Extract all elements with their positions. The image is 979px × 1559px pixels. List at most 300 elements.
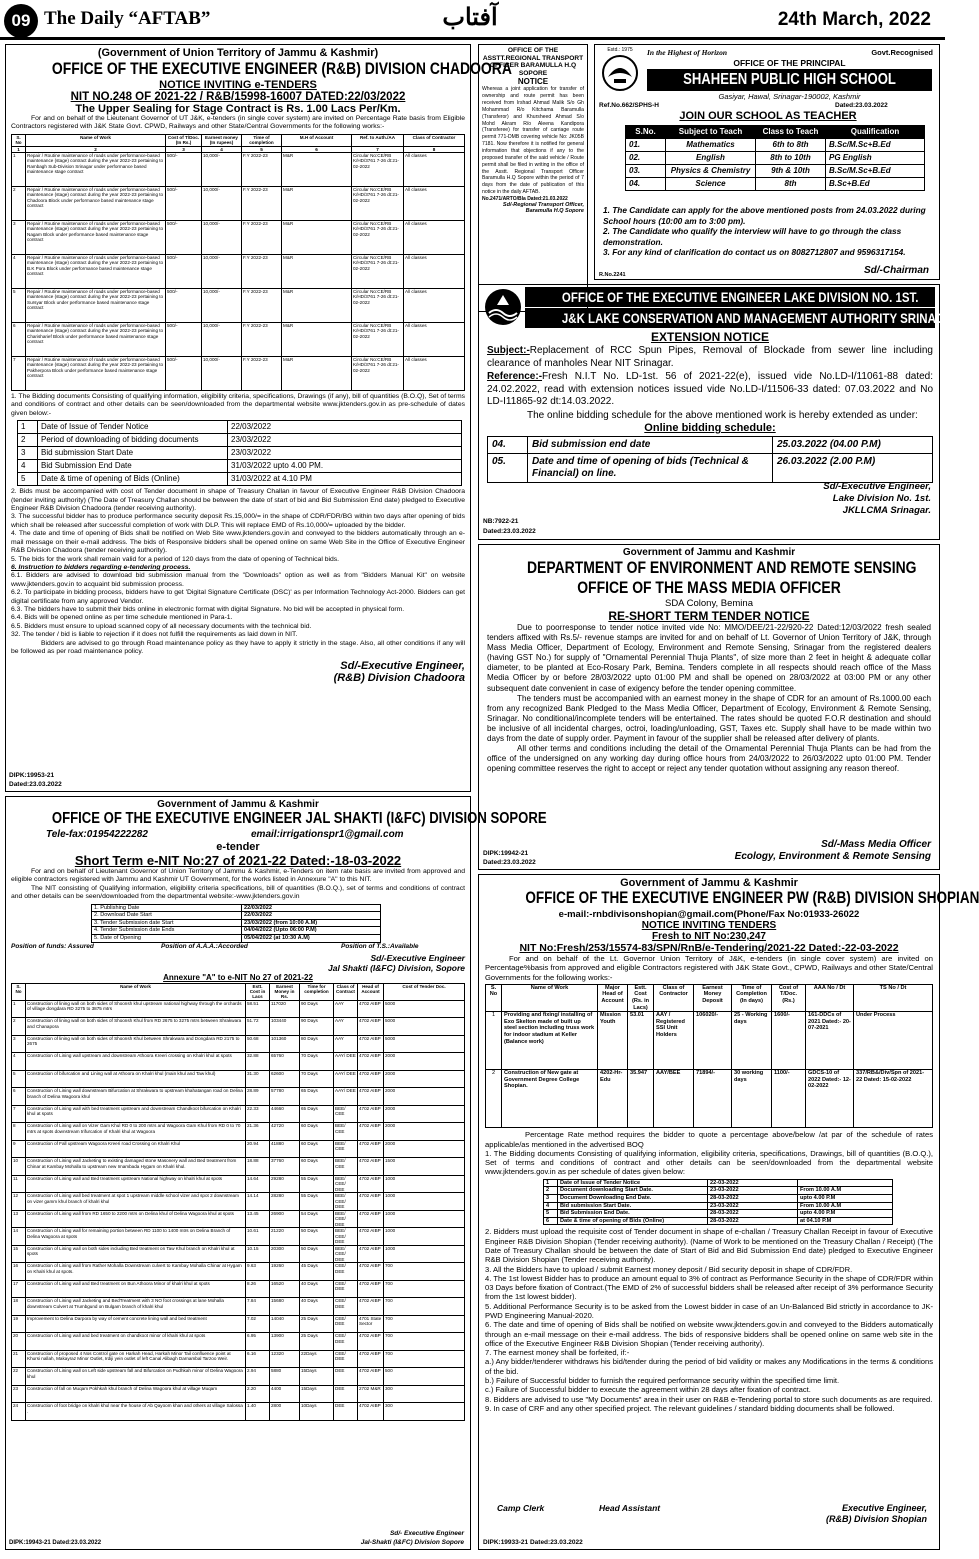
table-row-cell: 42720 <box>270 1123 300 1141</box>
table-row-cell: 5000 <box>384 1000 465 1018</box>
table-row-cell: 13 <box>12 1210 26 1228</box>
schedule-row-cell: 2 <box>18 434 38 447</box>
table-row-cell: 05. <box>488 454 528 483</box>
table-row-cell: 10,000/- <box>202 357 242 391</box>
school-sign: Sd/-Chairman <box>863 265 929 276</box>
table-row <box>12 1245 465 1263</box>
table-row-cell: 3 <box>12 221 26 255</box>
table-row-cell: Circular No:CE/RB K/HD/3761 7-26 dt:21-02-2022 <box>352 255 404 289</box>
table-row-cell: 14.14 <box>246 1193 270 1211</box>
term-item: 3. All the Bidders have to upload / submit Earnest money deposit / Bid security deposit in shape of CDR/FDR. <box>485 1264 853 1274</box>
masthead <box>0 0 945 40</box>
table-row-cell: 14.64 <box>246 1175 270 1193</box>
table-row-cell: CEE/ DEE <box>334 1298 358 1316</box>
table-row-cell: DEE <box>334 1368 358 1386</box>
chadoora-terms <box>11 488 465 656</box>
table-row-cell: 8 <box>12 1123 26 1141</box>
schedule-row-cell: 28-03-2022 <box>708 1217 798 1225</box>
table-row-cell: 10,000/- <box>202 187 242 221</box>
table-row <box>12 1350 465 1368</box>
table-row-cell: CEE/ DEE <box>334 1333 358 1351</box>
table-row-cell: 65 Days <box>300 1105 334 1123</box>
table-row-cell: 40 Days <box>300 1298 334 1316</box>
shopian-dipk: DIPK:19933-21 Dated:23.03.2022 <box>483 1539 583 1546</box>
chadoora-colnum-cell: 4 <box>202 146 242 152</box>
schedule-row <box>18 460 462 473</box>
chadoora-colnum-cell: 8 <box>404 146 465 152</box>
table-row-cell: 10,000/- <box>202 323 242 357</box>
table-row-cell: 1000 <box>384 1228 465 1246</box>
table-row-cell: GDCS-10 of 2022 Dated:- 12-02-2022 <box>806 1070 854 1128</box>
table-row-cell: 4702 AIBP <box>358 1280 384 1298</box>
sopore-intro2: The NIT consisting of Qualifying information, eligibility criteria specifications, bill of quantities (B.O.Q.), set of terms and conditions of contract and other details can be seen/downloaded from the departmental website:-www.jktenders.gov.in <box>11 884 465 901</box>
schedule-row <box>92 927 381 935</box>
table-row-cell: 4702 AIBP <box>358 1333 384 1351</box>
shopian-rate: Percentage Rate method requires the bidder to quote a percentage above/below /at par of the schedule of rates applicable/as mentioned in the advertised BOQ <box>485 1130 933 1149</box>
shopian-office: OFFICE OF THE EXECUTIVE ENGINEER PW (R&B) DIVISION SHOPIAN <box>525 889 979 907</box>
schedule-row-cell: 23/03/2022 <box>228 447 462 460</box>
table-row-cell: 700 <box>384 1315 465 1333</box>
schedule-row <box>18 473 462 486</box>
ers-tender-ad <box>478 544 940 870</box>
table-row-cell: All classes <box>404 255 465 289</box>
schedule-row-cell: 3 <box>544 1194 558 1202</box>
lake-schedule-table <box>487 436 933 483</box>
table-row-cell: 2000 <box>384 1070 465 1088</box>
table-row-cell: 5 <box>12 1070 26 1088</box>
table-row-cell: 10 <box>12 1158 26 1176</box>
shopian-nit: NIT No:Fresh/253/15574-83/SPN/RnB/e-Tendering/2021-22 Dated:-22-03-2022 <box>519 942 899 954</box>
term-item: 7. The earnest money shall be forfeited, if:- <box>485 1348 630 1358</box>
rto-body: Whereas a joint application for transfer of ownership and route permit has been received from Irshad Ahmad Malik S/o Gh Mohammad R/o Kitchama Baramulla (Transferor) and Khursheed Ahmad S/o Mohd Akram R/o Aleena Kandipora (Transferee) for transfer of carriage route permit 771-DMB covering vehicle No: JK05B 7181. Now therefore it is notified for general information that objections if any to the proposed transfer of the said vehicle / Route permit shall be filed in writing in the office of the Asstt. Regional Transport Officer Baramulla H.Q Sopore within the period of 7 days from the date of publication of this notice in the daily AFTAB. <box>482 86 584 196</box>
schedule-row <box>92 912 381 920</box>
table-row <box>12 1315 465 1333</box>
table-row-cell: B.Sc+B.Ed <box>826 178 925 191</box>
table-row-cell: 60 Days <box>300 1158 334 1176</box>
table-row-cell: 13.45 <box>246 1210 270 1228</box>
school-header-cell: Subject to Teach <box>666 126 756 139</box>
term-item: 5. Additional Performance Security is to be asked from the Lowest bidder in case of an Un-Balanced Bid strictly in accordance to JK-PWD Engineering Manual-2020. <box>485 1301 933 1320</box>
table-row-cell: 25 - Working days <box>732 1012 772 1070</box>
schedule-row-cell: 28-03-2022 <box>708 1210 798 1218</box>
table-row-cell: Under Process <box>854 1012 933 1070</box>
table-row-cell: 500/- <box>166 153 202 187</box>
table-row-cell: 22 <box>12 1368 26 1386</box>
table-row-cell: F.Y 2022-23 <box>242 357 282 391</box>
ers-dept: DEPARTMENT OF ENVIRONMENT AND REMOTE SENSING <box>526 558 917 577</box>
table-row-cell: 45 Days <box>300 1263 334 1281</box>
table-row-cell: 50 Days <box>300 1228 334 1246</box>
table-row-cell: Construction of Lining wall from RD 1650 to 2200 mtrs on Delina khul of Delina Wagoora khul at spots <box>26 1210 246 1228</box>
chadoora-header-cell: Time of completion <box>242 134 282 146</box>
table-row-cell: 4702 AIBP <box>358 1350 384 1368</box>
table-row-cell: F.Y 2022-23 <box>242 255 282 289</box>
table-row-cell: Construction of Lining wall and Bed treatment upstream National highway on khalri khul at spots <box>26 1175 246 1193</box>
shopian-sign: Executive Engineer, (R&B) Division Shopian <box>826 1503 927 1524</box>
table-row-cell: Bid submission end date <box>528 437 773 454</box>
table-row-cell: 20 <box>12 1333 26 1351</box>
table-row-cell: Construction of foot bridge on khalri khul near the house of Ab Qayoom khan and others at village Salossa . <box>26 1403 246 1421</box>
table-row-cell: 24 <box>12 1403 26 1421</box>
sopore-annex: Annexure "A" to e-NIT No 27 of 2021-22 <box>163 972 313 982</box>
table-row-cell: 2000 <box>384 1140 465 1158</box>
table-row-cell: 700 <box>384 1280 465 1298</box>
table-row <box>12 1070 465 1088</box>
table-row-cell: 10Days <box>300 1403 334 1421</box>
table-row-cell: 55 Days <box>300 1193 334 1211</box>
table-row-cell: Construction of fall on Muqam Pokhkah khul branch of Delina Wagoora khul at village Muqam <box>26 1385 246 1403</box>
table-row <box>12 1368 465 1386</box>
shopian-header-cell: Cost of T/Doc. (Rs.) <box>772 984 806 1011</box>
table-row-cell: English <box>666 152 756 165</box>
table-row-cell: AAY <box>334 1000 358 1018</box>
table-row-cell: Construction of New gate at Government Degree College Shopian. <box>502 1070 598 1128</box>
rto-office: OFFICE OF THE ASSTT.REGIONAL TRANSPORT OFFICER BARAMULLA H.Q SOPORE <box>482 47 584 77</box>
table-row-cell: 21220 <box>270 1228 300 1246</box>
table-row-cell: 19 <box>12 1315 26 1333</box>
schedule-row-cell: 5. Date of Opening <box>92 935 242 943</box>
table-row <box>12 1333 465 1351</box>
table-row <box>12 1105 465 1123</box>
shopian-notice: NOTICE INVITING TENDERS <box>641 920 777 931</box>
table-row-cell: B.Sc/M.Sc+B.Ed <box>826 165 925 178</box>
table-row-cell: CEE/ DEE <box>334 1280 358 1298</box>
chadoora-header-cell: Earnest money (In rupees) <box>202 134 242 146</box>
table-row-cell: Physics & Chemistry <box>666 165 756 178</box>
table-row <box>12 1035 465 1053</box>
table-row-cell: 58.51 <box>246 1000 270 1018</box>
table-row-cell: Construction of Lining wall on both sides including Bed treatment on Taw Khul branch on Khalri khul at spots <box>26 1245 246 1263</box>
table-row-cell: 60 Days <box>300 1140 334 1158</box>
table-row-cell: 4702 AIBP <box>358 1140 384 1158</box>
table-row <box>12 1385 465 1403</box>
lake-dated: Dated:23.03.2022 <box>483 528 536 535</box>
table-row-cell: 53.01 <box>628 1012 654 1070</box>
term-item: 6. Instruction to bidders regarding e-tendering process. <box>11 563 191 571</box>
table-row-cell: 26.03.2022 (2.00 P.M) <box>773 454 933 483</box>
table-row-cell: 28.89 <box>246 1088 270 1106</box>
chadoora-sign2: (R&B) Division Chadoora <box>333 672 465 685</box>
table-row-cell: BEE/ CEE/ DEE <box>334 1245 358 1263</box>
table-row-cell: 700 <box>384 1333 465 1351</box>
table-row-cell: 25.03.2022 (04.00 P.M) <box>773 437 933 454</box>
table-row-cell: Improvement to Delina Darpora by way of cement concrete lining wall and bed treatment <box>26 1315 246 1333</box>
table-row-cell: 65760 <box>270 1053 300 1071</box>
table-row-cell: 6.95 <box>246 1333 270 1351</box>
table-row-cell: BEE/ CEE <box>334 1158 358 1176</box>
term-item: 4. The date and time of opening of Bids shall be notified on Web Site www.jktenders.gov.in and conveyed to the bidders automatically through an e-mail message on their e-mail address. The bids of Responsive bidders shall be opened online on same Web Site in the Office of Executive Engineer R&B Division Chadoora (tender receiving authority). <box>11 530 465 555</box>
sopore-foot-sign: Sd/- Executive Engineer <box>389 1530 464 1537</box>
rto-ref: No.2471/ARTO/Bla Dated:21.03.2022 <box>482 195 568 202</box>
schedule-row <box>544 1210 893 1218</box>
table-row-cell: AAY/ DEE <box>334 1070 358 1088</box>
lake-office2: J&K LAKE CONSERVATION AND MANAGEMENT AUTHORITY SRINAGAR <box>525 308 935 328</box>
sopore-etender: e-tender <box>216 841 260 853</box>
table-row-cell: 1 <box>12 1000 26 1018</box>
table-row-cell: 2 <box>12 1018 26 1036</box>
table-row-cell: 23 <box>12 1385 26 1403</box>
table-row-cell: All classes <box>404 323 465 357</box>
table-row-cell: 35.947 <box>628 1070 654 1128</box>
school-note: 1. The Candidate can apply for the above mentioned posts from 24.03.2022 during School hours (10:00 am to 3:00 pm). <box>603 205 926 226</box>
table-row-cell: 4202-Hr-Edu <box>598 1070 628 1128</box>
shopian-intro: For and on behalf of the Lt. Governor Union Territory of J&K, e-tenders (in single cover system) are invited on Percentage%basis from approved and eligible Contractors registered with J&K State Govt., CPWD, Railways and other State/Central Governments for the following works:- <box>485 954 933 982</box>
table-row-cell: 4701 State Sector <box>358 1315 384 1333</box>
table-row-cell: 4702 AIBP <box>358 1298 384 1316</box>
table-row <box>12 1158 465 1176</box>
shopian-header-cell: Class of Contractor <box>654 984 694 1011</box>
schedule-row <box>18 421 462 434</box>
table-row-cell: M&R <box>282 323 352 357</box>
sopore-ts: Position of T.S.:Available <box>341 942 419 950</box>
table-row-cell: Circular No:CE/RB K/HD/3761 7-26 dt:21-02-2022 <box>352 289 404 323</box>
table-row-cell: 4702 AIBP <box>358 1088 384 1106</box>
term-item: c.) Failure of Successful bidder to execute the agreement within 28 days after fixation of contract. <box>485 1385 811 1395</box>
table-row-cell: Circular No:CE/RB K/HD/3761 7-26 dt:21-02-2022 <box>352 153 404 187</box>
schedule-row-cell: Document Downloading End Date. <box>558 1194 708 1202</box>
lake-subject: Subject:-Replacement of RCC Spun Pipes, Removal of Blockade from sewer line including clearance of manholes Near NIT Srinagar. <box>487 345 933 369</box>
table-row-cell: Circular No:CE/RB K/HD/3761 7-26 dt:21-02-2022 <box>352 357 404 391</box>
table-row-cell: 04. <box>626 178 666 191</box>
table-row-cell: CEE/ DEE <box>334 1315 358 1333</box>
table-row-cell: 4702 AIBP <box>358 1158 384 1176</box>
table-row <box>12 1175 465 1193</box>
masthead-rule <box>0 37 945 40</box>
table-row <box>12 1193 465 1211</box>
schedule-row-cell: 22/03/2022 <box>242 912 381 920</box>
table-row-cell: Construction of Lining wall and Bed treatment on Bun Athoora Minor of khalri khul at spots <box>26 1280 246 1298</box>
schedule-row-cell: 31/03/2022 upto 4.00 PM. <box>228 460 462 473</box>
table-row <box>12 221 465 255</box>
table-row-cell: 500/- <box>166 357 202 391</box>
table-row-cell: 5000 <box>384 1035 465 1053</box>
schedule-row-cell: 2. Download Date Start <box>92 912 242 920</box>
schedule-row-cell: Date of Issue of Tender Notice <box>38 421 228 434</box>
table-row-cell: 500/- <box>166 289 202 323</box>
table-row-cell: 500/- <box>166 255 202 289</box>
term-item: 32. The tender / bid is liable to rejection if it does not fulfill the requirements as laid down in NIT. <box>11 631 298 639</box>
shopian-schedule-table <box>543 1179 893 1226</box>
table-row-cell: 15Days <box>300 1368 334 1386</box>
schedule-row-cell: Date & time of opening of Bids (Online) <box>558 1217 708 1225</box>
shopian-header-cell: Time of Completion (In days) <box>732 984 772 1011</box>
school-ad <box>594 44 940 280</box>
table-row-cell: 500/- <box>166 187 202 221</box>
chadoora-header-cell: Name of Work <box>26 134 166 146</box>
shopian-camp: Camp Clerk <box>497 1503 545 1513</box>
table-row-cell: Construction of Lining wall Jacketing and BedTreatment with 3 NO foot crossings at lane Mohalla downstream Culvert at Trumbgund on Bulgam branch of khalri khul <box>26 1298 246 1316</box>
school-name: SHAHEEN PUBLIC HIGH SCHOOL <box>647 69 932 91</box>
sopore-sign: Sd/-Executive Engineer Jal Shakti (I&FC) Division, Sopore <box>328 952 465 973</box>
chadoora-intro: For and on behalf of the Lieutenant Governor of UT J&K, e-tenders (in single cover system) are invited on Percentage Rate basis from Eligible Contractors registered with J&K State Govt. CPWD, Railways and other State/Central Governments for the following works:- <box>11 115 465 131</box>
table-row-cell: Circular No:CE/RB K/HD/3761 7-26 dt:21-02-2022 <box>352 323 404 357</box>
table-row-cell: 90 Days <box>300 1018 334 1036</box>
table-row-cell: 500 <box>384 1368 465 1386</box>
table-row <box>12 1140 465 1158</box>
shopian-p1: 1. The Bidding documents Consisting of qualifying information, eligibility criteria, specifications, Drawings, bill of quantities (B.O.Q.), Set of terms and conditions of contract and other details can be seen/downloaded from the departmental website www.jktenders.gov.in as per schedule of dates given below: <box>485 1148 933 1177</box>
table-row-cell: All classes <box>404 221 465 255</box>
table-row-cell: BEE/ CEE <box>334 1123 358 1141</box>
page-number-badge: 09 <box>4 4 38 38</box>
table-row-cell: 10,000/- <box>202 255 242 289</box>
table-row-cell: 2800 <box>270 1403 300 1421</box>
table-row-cell: F.Y 2022-23 <box>242 153 282 187</box>
lake-notice: EXTENSION NOTICE <box>650 330 769 344</box>
sopore-funds: Position of funds: Assured <box>11 942 94 950</box>
table-row-cell: 7.84 <box>246 1298 270 1316</box>
table-row-cell: 2000 <box>384 1105 465 1123</box>
table-row-cell: 4702 AIBP <box>358 1105 384 1123</box>
table-row-cell: Mathematics <box>666 139 756 152</box>
chadoora-header-cell: Class of Contractor <box>404 134 465 146</box>
schedule-row-cell: 1 <box>544 1179 558 1187</box>
table-row-cell: Construction of Lining wall upstream and downstream Athoora Kreeri crossing on Khalri khul at spots <box>26 1053 246 1071</box>
table-row-cell: 31.30 <box>246 1070 270 1088</box>
table-row-cell: All classes <box>404 289 465 323</box>
table-row-cell: 14 <box>12 1228 26 1246</box>
term-item: b.) Failure of Successful bidder to furnish the required performance security within the specified time limit. <box>485 1376 840 1386</box>
shopian-works-table <box>485 984 933 1128</box>
paper-logo: آفتاب <box>442 4 498 31</box>
table-row-cell: 6 <box>12 323 26 357</box>
lake-logo <box>483 287 523 327</box>
table-row-cell: Construction of Lining wall bed treatment at spot 1 upstream middle school vizer and spot 2 downstream on vizer gamm khul branch of khalri khul <box>26 1193 246 1211</box>
table-row-cell: 2702 M&R <box>358 1385 384 1403</box>
ers-dipk: DIPK:19942-21 <box>483 850 529 857</box>
table-row-cell: 60 Days <box>300 1123 334 1141</box>
table-row-cell: 5 <box>12 289 26 323</box>
sopore-tele: Tele-fax:01954222282 <box>46 829 148 840</box>
table-row-cell: 13900 <box>270 1333 300 1351</box>
table-row-cell: 50 Days <box>300 1245 334 1263</box>
chadoora-colnum-cell: 5 <box>242 146 282 152</box>
table-row-cell: 4702 AIBP <box>358 1193 384 1211</box>
table-row-cell: 101360 <box>270 1035 300 1053</box>
schedule-row-cell: 04/04/2022 (Upto 06:00 P.M) <box>242 927 381 935</box>
table-row-cell: Construction of Lining wall from Rather Mohalla Downstream culvert to Kambay Mohalla Chinar at Hygam on Khalri khul at spots. <box>26 1263 246 1281</box>
table-row <box>12 1088 465 1106</box>
table-row-cell: F.Y 2022-23 <box>242 323 282 357</box>
schedule-row-cell: 4 <box>18 460 38 473</box>
lake-schedule-title: Online bidding schedule: <box>644 422 776 434</box>
table-row-cell: 4702 AIBP <box>358 1368 384 1386</box>
schedule-row-cell: upto 4.00 P.M <box>798 1210 893 1218</box>
schedule-row-cell: 3. Tender Submission date Start <box>92 919 242 927</box>
table-row-cell: 2000 <box>384 1088 465 1106</box>
table-row-cell: Circular No:CE/RB K/HD/3761 7-26 dt:21-02-2022 <box>352 221 404 255</box>
table-row-cell: 103440 <box>270 1018 300 1036</box>
table-row-cell: Providing and fixing/ installing of Exo Skelton made of built up steel section including truss work for indoor stadium at Keller (Balance work) <box>502 1012 598 1070</box>
table-row-cell: 4702 AIBP <box>358 1245 384 1263</box>
table-row-cell: 44660 <box>270 1105 300 1123</box>
table-row-cell: 29280 <box>270 1175 300 1193</box>
shopian-terms <box>485 1227 933 1413</box>
table-row-cell: DEE <box>334 1403 358 1421</box>
shopian-header-cell: Earnest Money Deposit <box>694 984 732 1011</box>
table-row-cell: 117020 <box>270 1000 300 1018</box>
shopian-tender-ad <box>478 874 979 1550</box>
table-row-cell: 25 Days <box>300 1333 334 1351</box>
table-row-cell: 10,000/- <box>202 289 242 323</box>
schedule-row-cell: 05/04/2022 (at 10:30 A.M) <box>242 935 381 943</box>
term-item: Bidders are advised to go through Road maintenance policy as they have to apply it strictly in the stage. Also, all other conditions if any will be followed as per road maintenance policy. <box>11 639 465 655</box>
chadoora-header-cell: S. No <box>12 134 26 146</box>
shopian-header-cell: TS No / Dt <box>854 984 933 1011</box>
lake-office1: OFFICE OF THE EXECUTIVE ENGINEER LAKE DIVISION NO. 1ST. <box>525 287 935 307</box>
schedule-row <box>544 1179 893 1187</box>
table-row-cell: 10,000/- <box>202 221 242 255</box>
lake-sign: Sd/-Executive Engineer, Lake Division No. 1st. JKLLCMA Srinagar. <box>823 481 931 516</box>
table-row-cell: 2000 <box>384 1123 465 1141</box>
sopore-works-table <box>11 983 465 1421</box>
school-office: OFFICE OF THE PRINCIPAL <box>733 58 846 68</box>
table-row <box>12 1298 465 1316</box>
table-row-cell: 7 <box>12 1105 26 1123</box>
shopian-email: e-mail:-rnbdivisonshopian@gmail.com(Phone/Fax No:01933-26022 <box>558 909 860 920</box>
shopian-header-cell: Name of Work <box>502 984 598 1011</box>
table-row-cell: 04. <box>488 437 528 454</box>
table-row-cell: 7 <box>12 357 26 391</box>
table-row-cell: AAY <box>334 1035 358 1053</box>
sopore-header-cell: Cost of Tender Doc. <box>384 983 465 1000</box>
table-row-cell: 4702 AIBP <box>358 1035 384 1053</box>
table-row-cell: 8th <box>756 178 826 191</box>
table-row-cell: 02. <box>626 152 666 165</box>
ers-p1: Due to poorresponse to tender notice invited vide No: MMO/DEE/21-22/920-22 Dated:12/03/2022 fresh sealed tenders affixed with Rs.5/- revenue stamps are invited for and on behalf of Lt. Governor of Union Territory of J&K, through Mass Media Officer, Department of Ecology, Environment and Remote Sensing, Srinagar from the registered dealers (having GST No.) for supply of "Ornamental Perennial Thuja Plants", of size more than 2 feet in height & adequate collar diameter, to be planted at Eco-Rosary Park, Bemina. Tenders complete in all respects should reach office of the Mass Media Officer by or before 28/03/2022 upto 01:00 PM and shall be opened on 28/03/2022 at 03:00 PM or any other subsequent date convenient in case of exigency before the tender opening committee. <box>487 623 931 693</box>
table-row-cell: Construction of bifurcation and Lining wall at Athoora on Khalri khul (main khul and Taw khul) <box>26 1070 246 1088</box>
schedule-row-cell: 31/03/2022 at 4.10 PM <box>228 473 462 486</box>
school-heading: JOIN OUR SCHOOL AS TEACHER <box>679 110 857 122</box>
table-row-cell: 37760 <box>270 1158 300 1176</box>
term-item: 9. In case of CRF and any other specified project. The relevant guidelines / standard bidding documents shall be followed. <box>485 1403 895 1413</box>
table-row-cell: 21.36 <box>246 1123 270 1141</box>
table-row-cell: Repair / Routine maintenance of roads under performance-based maintenance (stage) contract during the year 2022-23 pertaining to Pakherpora Block under performance based maintenance stage contract <box>26 357 166 391</box>
table-row <box>626 165 925 178</box>
table-row-cell: 54 Days <box>300 1210 334 1228</box>
table-row-cell: F.Y 2022-23 <box>242 187 282 221</box>
table-row-cell: BEE/ CEE/ DEE <box>334 1228 358 1246</box>
term-item: 6.3. The bidders have to submit their bids online in electronic format with digital Signature. No bid will be accepted in physical form. <box>11 605 405 613</box>
chadoora-nit: NIT NO.248 OF 2021-22 / R&B/15998-16007 DATED:22/03/2022 <box>70 91 406 103</box>
chadoora-dipk: DIPK:19953-21 <box>9 772 55 779</box>
school-logo: Estd.: 1975 <box>600 47 640 97</box>
table-row-cell: 5000 <box>384 1018 465 1036</box>
schedule-row-cell: 2 <box>544 1187 558 1195</box>
chadoora-colnum-cell: 6 <box>282 146 352 152</box>
table-row <box>12 255 465 289</box>
school-address: Gasiyar, Hawal, Srinagar-190002, Kashmir <box>718 92 861 101</box>
table-row-cell: 2000 <box>384 1053 465 1071</box>
school-ref: Ref.No.662/SPHS-H <box>599 102 659 109</box>
sopore-contacts <box>11 829 465 841</box>
table-row-cell: 21 <box>12 1350 26 1368</box>
school-crest-icon <box>600 53 640 93</box>
schedule-row-cell: Bid submission Start Date <box>38 447 228 460</box>
chadoora-notice: NOTICE INVITING e-TENDERS <box>159 79 317 91</box>
shopian-header-cell: S. No <box>486 984 502 1011</box>
table-row-cell: 03. <box>626 165 666 178</box>
paper-name: The Daily “AFTAB” <box>44 8 211 29</box>
school-note: 2. The Candidate who qualify the interview will have to go through the class demonstration. <box>603 226 902 247</box>
table-row-cell: Repair / Routine maintenance of roads under performance-based maintenance (stage) contract during the year 2022-23 pertaining to Rambagh Sub-Division Srinagar under performance based maintenance stage contract <box>26 153 166 187</box>
schedule-row-cell: 1 <box>18 421 38 434</box>
table-row-cell: All classes <box>404 357 465 391</box>
table-row <box>626 178 925 191</box>
table-row-cell: All classes <box>404 187 465 221</box>
chadoora-header-cell: Cost of T/Doc. (In Rs.) <box>166 134 202 146</box>
table-row-cell: 90 Days <box>300 1000 334 1018</box>
table-row-cell: Construction of lining wall on both sides of Shoonsh khul upstream national highway through the orchards of village dongdara RD 3275 to 3875 mtrs <box>26 1000 246 1018</box>
